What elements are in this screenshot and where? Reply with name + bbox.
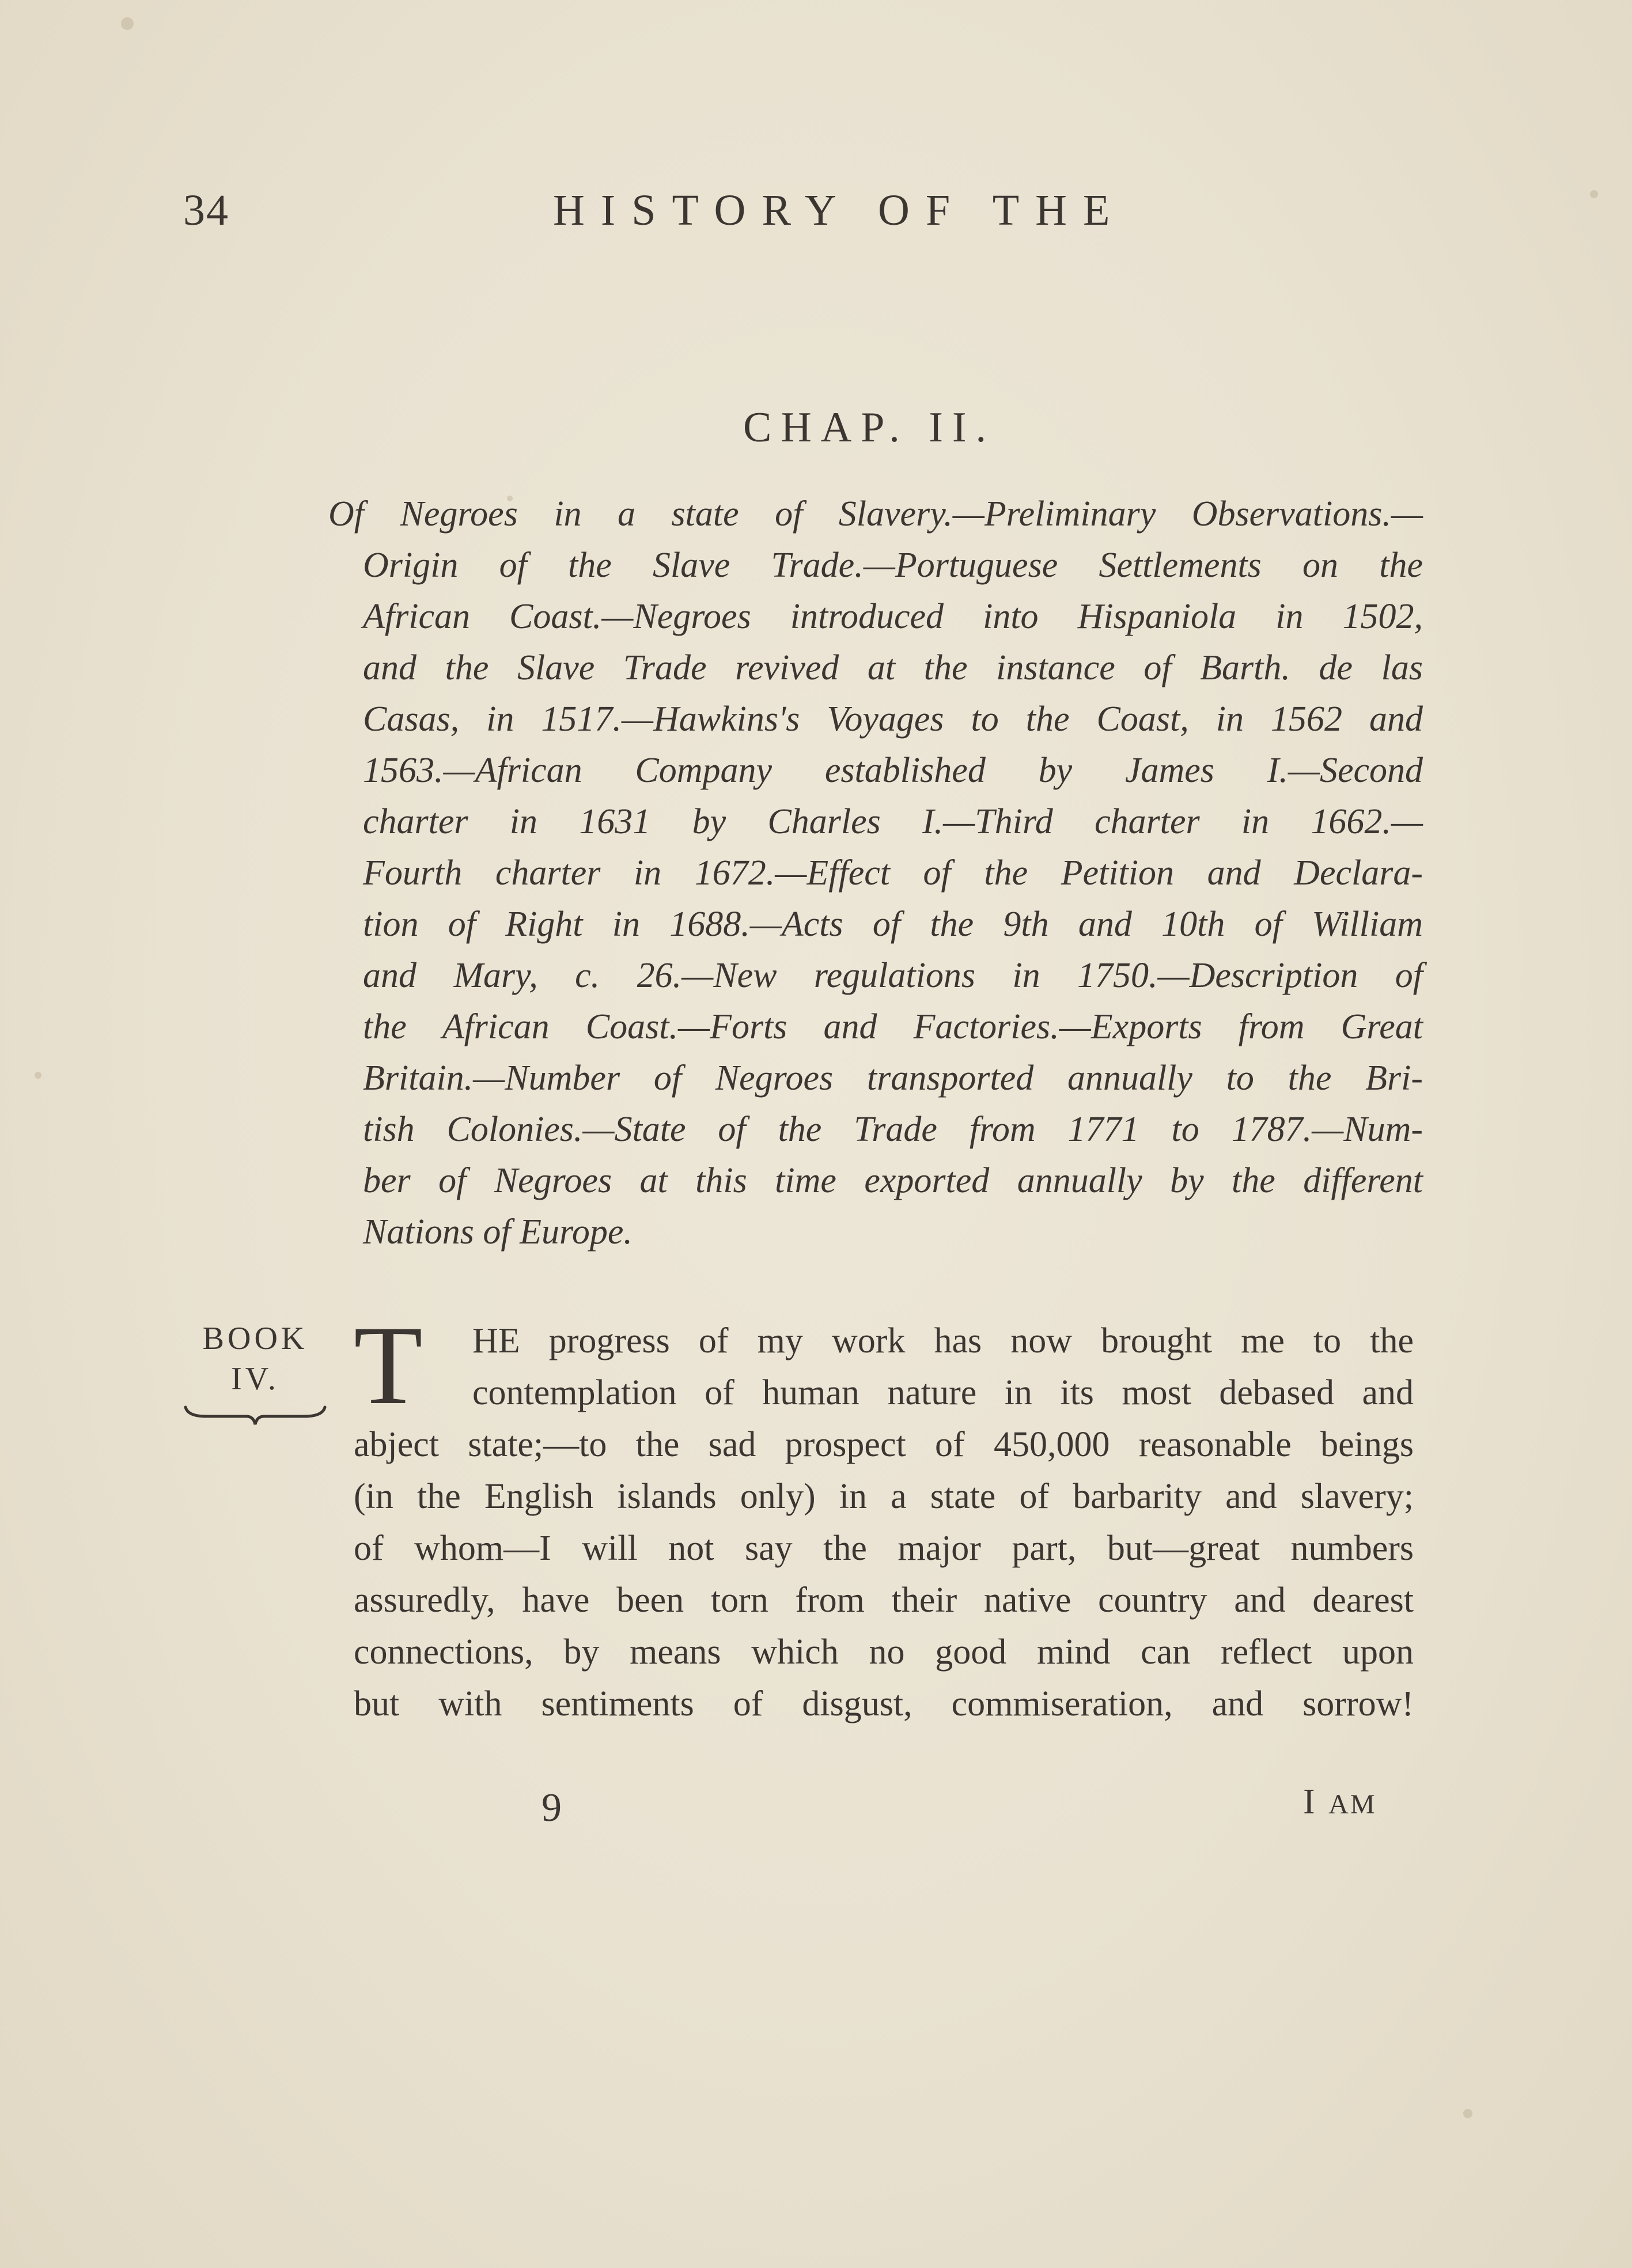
argument-line: Nations of Europe. xyxy=(363,1212,633,1252)
body-line: connections, by means which no good mind can reflect upon xyxy=(354,1632,1414,1672)
margin-note-book: BOOK xyxy=(202,1321,308,1356)
margin-note xyxy=(183,1318,327,1427)
margin-note-volume: IV. xyxy=(231,1361,279,1397)
drop-cap: T xyxy=(354,1303,423,1428)
paper-speck xyxy=(121,17,134,30)
body-line: abject state;—to the sad prospect of 450,000 reasonable beings xyxy=(354,1425,1414,1464)
running-head: HISTORY OF THE xyxy=(553,186,1126,235)
argument-line: charter in 1631 by Charles I.—Third charter in 1662.— xyxy=(363,802,1423,841)
chapter-argument xyxy=(328,489,1423,1258)
argument-line: Casas, in 1517.—Hawkins's Voyages to the Coast, in 1562 and xyxy=(363,700,1423,739)
body-line: assuredly, have been torn from their native country and dearest xyxy=(354,1581,1414,1620)
argument-line: ber of Negroes at this time exported annually by the different xyxy=(363,1161,1423,1200)
body-line: but with sentiments of disgust, commiseration, and sorrow! xyxy=(354,1684,1414,1723)
chapter-title: CHAP. II. xyxy=(743,404,995,451)
paper-speck xyxy=(1590,190,1598,198)
show-through-text xyxy=(438,288,446,328)
argument-line: African Coast.—Negroes introduced into Hispaniola in 1502, xyxy=(363,597,1423,636)
body-paragraph xyxy=(354,1315,1414,1730)
argument-line: and Mary, c. 26.—New regulations in 1750.—Description of xyxy=(363,956,1423,995)
catchword xyxy=(1303,1782,1377,1823)
brace-icon xyxy=(183,1404,327,1427)
body-line: HE progress of my work has now brought me to the xyxy=(472,1321,1414,1360)
argument-line: Of Negroes in a state of Slavery.—Preliminary Observations.— xyxy=(328,494,1423,534)
argument-line: Origin of the Slave Trade.—Portuguese Settlements on the xyxy=(363,546,1423,585)
paper-speck xyxy=(1463,2109,1472,2118)
page-number: 34 xyxy=(183,186,229,235)
argument-line: Britain.—Number of Negroes transported annually to the Bri- xyxy=(363,1059,1423,1098)
paper-speck xyxy=(35,1072,41,1079)
argument-line: tish Colonies.—State of the Trade from 1771 to 1787.—Num- xyxy=(363,1110,1423,1149)
body-line: (in the English islands only) in a state of barbarity and slavery; xyxy=(354,1477,1414,1516)
body-line: contemplation of human nature in its most debased and xyxy=(472,1373,1414,1412)
argument-line: Fourth charter in 1672.—Effect of the Petition and Declara- xyxy=(363,853,1423,893)
signature-mark: 9 xyxy=(542,1786,562,1830)
argument-line: the African Coast.—Forts and Factories.—Exports from Great xyxy=(363,1007,1423,1046)
argument-line: tion of Right in 1688.—Acts of the 9th and 10th of William xyxy=(363,905,1423,944)
argument-line: and the Slave Trade revived at the instance of Barth. de las xyxy=(363,648,1423,687)
body-line: of whom—I will not say the major part, but—great numbers xyxy=(354,1529,1414,1568)
catchword-initial: I xyxy=(1303,1782,1317,1821)
argument-line: 1563.—African Company established by James I.—Second xyxy=(363,751,1423,790)
catchword-rest: AM xyxy=(1328,1789,1377,1820)
